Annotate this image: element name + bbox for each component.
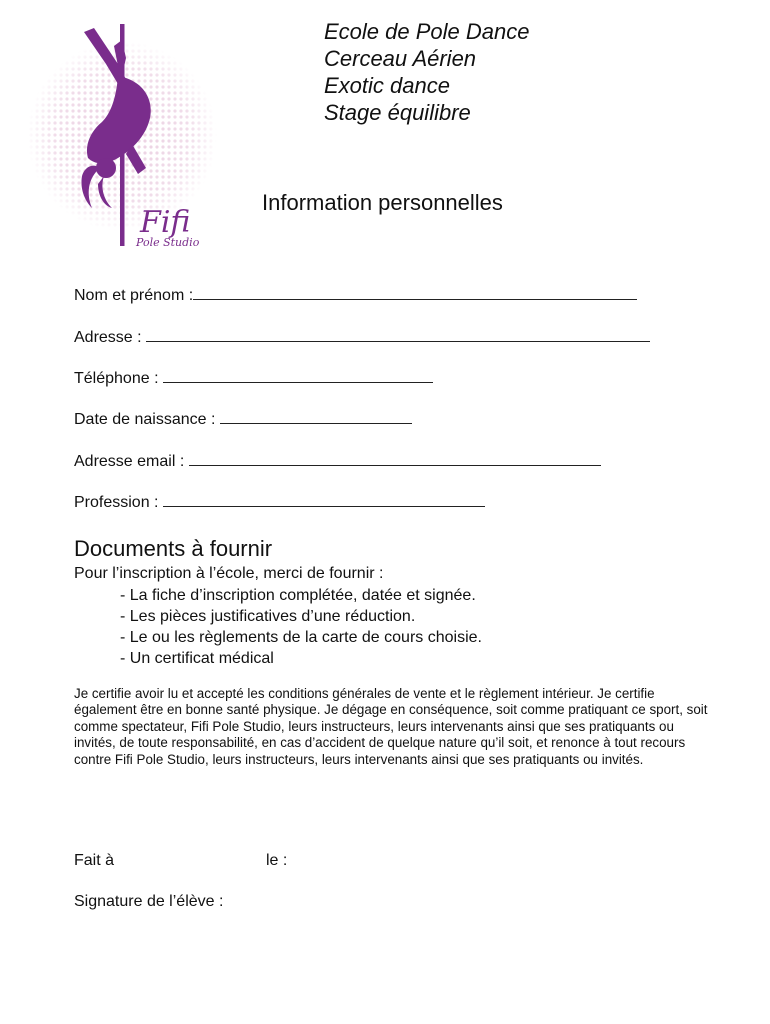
field-label: Profession :	[74, 494, 159, 511]
course-line: Cerceau Aérien	[324, 46, 477, 71]
blank-line[interactable]	[193, 287, 637, 300]
blank-line[interactable]	[220, 411, 412, 424]
fait-a-label: Fait à	[74, 852, 115, 869]
list-item: - Les pièces justificatives d’une réduction.	[120, 608, 416, 625]
section-title: Information personnelles	[262, 190, 503, 215]
documents-intro: Pour l’inscription à l’école, merci de fournir :	[74, 565, 384, 582]
field-profession	[74, 494, 485, 512]
list-item: - Le ou les règlements de la carte de cours choisie.	[120, 629, 482, 646]
list-item: - La fiche d’inscription complétée, datée et signée.	[120, 587, 476, 604]
course-list	[324, 18, 529, 126]
field-label: Adresse email :	[74, 453, 185, 470]
brand-name: Fifi	[140, 205, 191, 240]
date-label: le :	[266, 852, 288, 869]
blank-line[interactable]	[146, 329, 650, 342]
field-telephone	[74, 370, 433, 388]
signature-label: Signature de l’élève :	[74, 893, 224, 910]
field-label: Date de naissance :	[74, 411, 216, 428]
documents-title: Documents à fournir	[74, 536, 273, 561]
list-item: - Un certificat médical	[120, 650, 274, 667]
field-email	[74, 453, 601, 471]
blank-line[interactable]	[189, 453, 601, 466]
field-label: Téléphone :	[74, 370, 159, 387]
blank-line[interactable]	[163, 370, 433, 383]
course-line: Exotic dance	[324, 73, 450, 98]
brand-subtitle: Pole Studio	[136, 236, 200, 249]
documents-list	[120, 585, 482, 669]
course-line: Ecole de Pole Dance	[324, 19, 530, 44]
field-adresse	[74, 329, 650, 347]
field-label: Adresse :	[74, 329, 142, 346]
field-label: Nom et prénom :	[74, 287, 194, 304]
blank-line[interactable]	[163, 494, 485, 507]
field-date-naissance	[74, 411, 412, 429]
certification-paragraph: Je certifie avoir lu et accepté les conditions générales de vente et le règlement intérieur. Je certifie également être en bonne santé physique. Je dégage en conséquence, soit comme pratiquant ce sport, soit comme spectateur, Fifi Pole Studio, leurs instructeurs, leurs intervenants ainsi que ses pratiquants ou invités, de toute responsabilité, en cas d’accident de quelque nature qu’il soit, et renonce à tout recours contre Fifi Pole Studio, leurs instructeurs, leurs intervenants ainsi que ses pratiquants ou invités.	[74, 686, 708, 767]
field-nom-prenom	[74, 287, 637, 305]
course-line: Stage équilibre	[324, 100, 471, 125]
studio-logo	[22, 18, 222, 254]
pole-dancer-silhouette-icon	[22, 18, 222, 254]
